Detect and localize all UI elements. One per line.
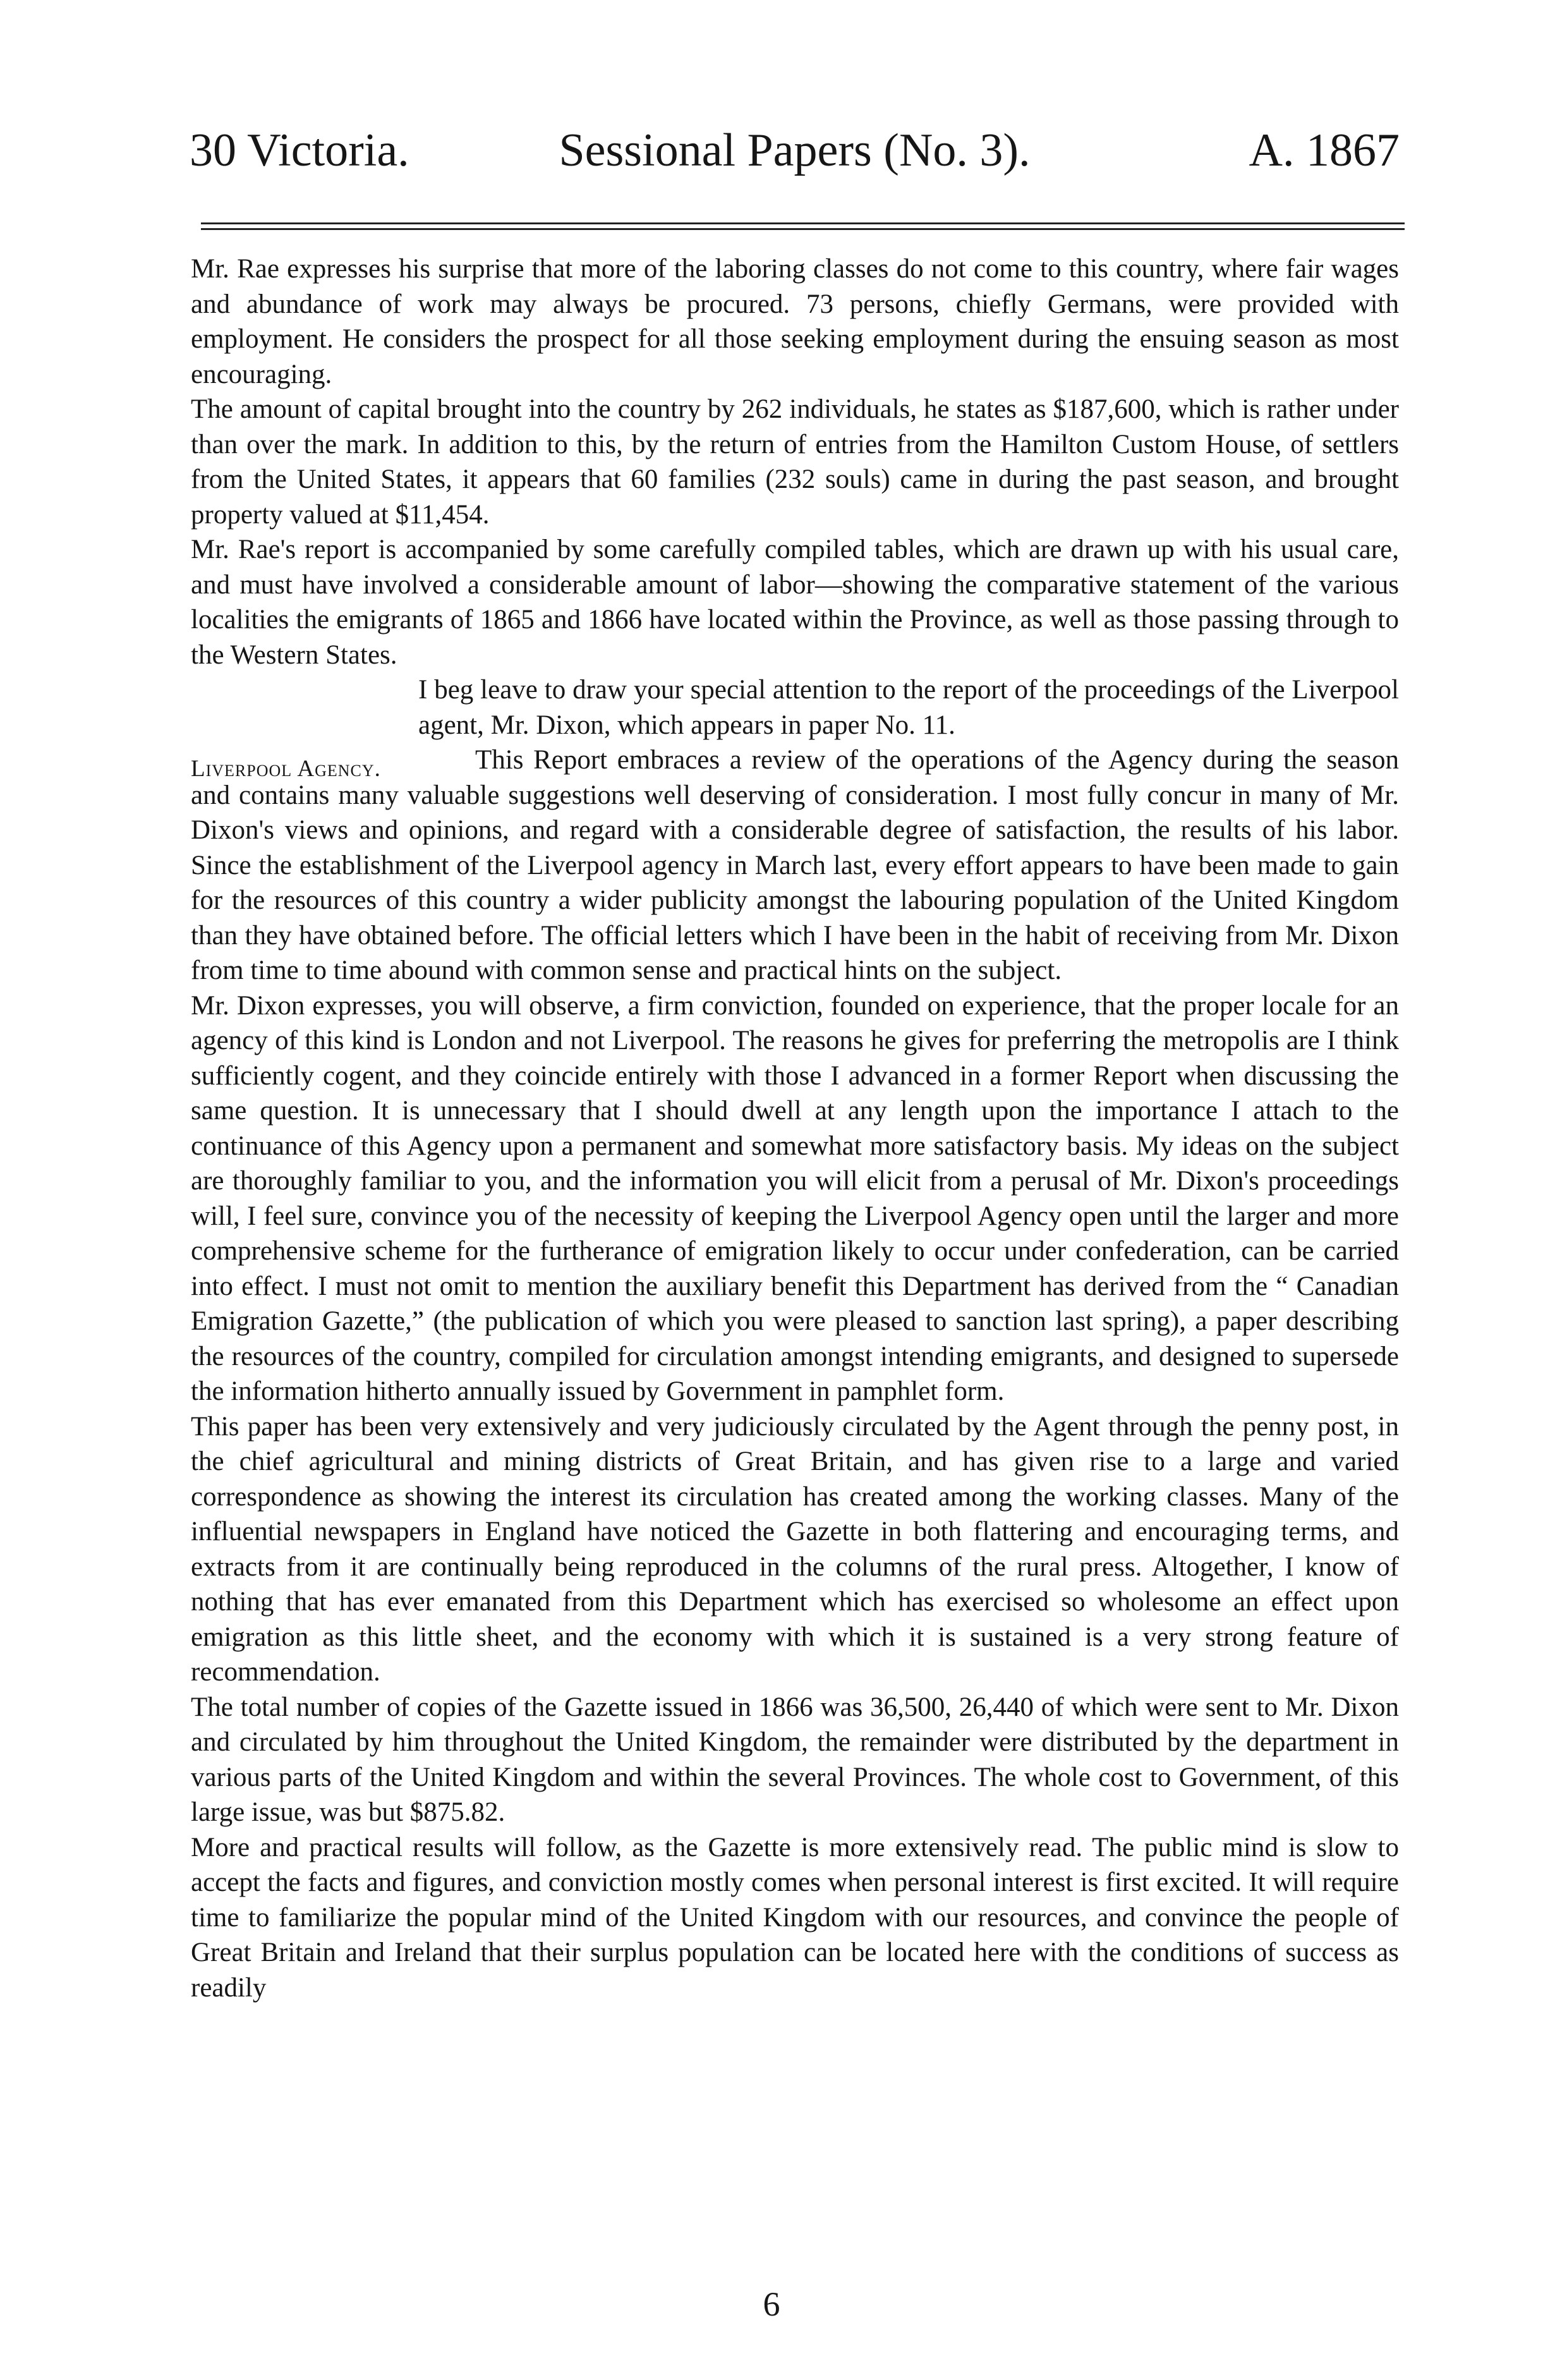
header-title: Sessional Papers (No. 3).: [559, 124, 1031, 176]
header-rule-bottom: [201, 228, 1405, 230]
paragraph: This paper has been very extensively and very judiciously circulated by the Agent through the penny post, in the chief agricultural and mining districts of Great Britain, and has given rise to a large and varied correspondence as showing the interest its circulation has created among the working classes. Many of the influential newspapers in England have noticed the Gazette in both flattering and encouraging terms, and extracts from it are continually being reproduced in the columns of the rural press. Altogether, I know of nothing that has ever emanated from this Department which has exercised so wholesome an effect upon emigration as this little sheet, and the economy with which it is sustained is a very strong feature of recommendation.: [191, 1411, 1399, 1687]
paragraph: I beg leave to draw your special attention to the report of the proceedings of the Liverpool agent, Mr. Dixon, which appears in paper No. 11.: [418, 675, 1399, 740]
paragraph: The total number of copies of the Gazette issued in 1866 was 36,500, 26,440 of which were sent to Mr. Dixon and circulated by him throughout the United Kingdom, the remainder were distributed by the department in various parts of the United Kingdom and within the several Provinces. The whole cost to Government, of this large issue, was but $875.82.: [191, 1692, 1399, 1827]
header-rule-top: [201, 222, 1405, 224]
running-header: [190, 112, 1400, 188]
margin-note: Liverpool Agency.: [191, 756, 381, 782]
paragraph: Mr. Rae expresses his surprise that more of the laboring classes do not come to this country, where fair wages and abundance of work may always be procured. 73 persons, chiefly Germans, were provided with employment. He considers the prospect for all those seeking employment during the ensuing season as most encouraging.: [191, 254, 1399, 389]
paragraph: The amount of capital brought into the country by 262 individuals, he states as $187,600, which is rather under than over the mark. In addition to this, by the return of entries from the Hamilton Custom House, of settlers from the United States, it appears that 60 families (232 souls) came in during the past season, and brought property valued at $11,454.: [191, 394, 1399, 530]
header-year: A. 1867: [1249, 124, 1400, 176]
paragraph: Mr. Dixon expresses, you will observe, a firm conviction, founded on experience, that the proper locale for an agency of this kind is London and not Liverpool. The reasons he gives for preferring the metropolis are I think sufficiently cogent, and they coincide entirely with those I advanced in a former Report when discussing the same question. It is unnecessary that I should dwell at any length upon the importance I attach to the continuance of this Agency upon a permanent and somewhat more satisfactory basis. My ideas on the subject are thoroughly familiar to you, and the information you will elicit from a perusal of Mr. Dixon's proceedings will, I feel sure, convince you of the necessity of keeping the Liverpool Agency open until the larger and more comprehensive scheme for the furtherance of emigration likely to occur under confederation, can be carried into effect. I must not omit to mention the auxiliary benefit this Department has derived from the “ Canadian Emigration Gazette,” (the publication of which you were pleased to sanction last spring), a paper describing the resources of the country, compiled for circulation amongst intending emigrants, and designed to supersede the information hitherto annually issued by Government in pamphlet form.: [191, 990, 1399, 1406]
paragraph: This Report embraces a review of the operations of the Agency during the season and contains many valuable suggestions well deserving of consideration. I most fully concur in many of Mr. Dixon's views and opinions, and regard with a considerable degree of satisfaction, the results of his labor. Since the establishment of the Liverpool agency in March last, every effort appears to have been made to gain for the resources of this country a wider publicity amongst the labouring population of the United Kingdom than they have obtained before. The official letters which I have been in the habit of receiving from Mr. Dixon from time to time abound with common sense and practical hints on the subject.: [191, 745, 1399, 985]
body-text: [191, 252, 1399, 2005]
paragraph: Mr. Rae's report is accompanied by some carefully compiled tables, which are drawn up with his usual care, and must have involved a considerable amount of labor—showing the comparative statement of the various localities the emigrants of 1865 and 1866 have located within the Province, as well as those passing through to the Western States.: [191, 535, 1399, 670]
header-rules: [201, 222, 1405, 234]
page-number: 6: [763, 2285, 780, 2323]
header-volume: 30 Victoria.: [190, 124, 409, 176]
paragraph: More and practical results will follow, as the Gazette is more extensively read. The public mind is slow to accept the facts and figures, and conviction mostly comes when personal interest is first excited. It will require time to familiarize the popular mind of the United Kingdom with our resources, and convince the people of Great Britain and Ireland that their surplus population can be located here with the conditions of success as readily: [191, 1832, 1399, 2003]
